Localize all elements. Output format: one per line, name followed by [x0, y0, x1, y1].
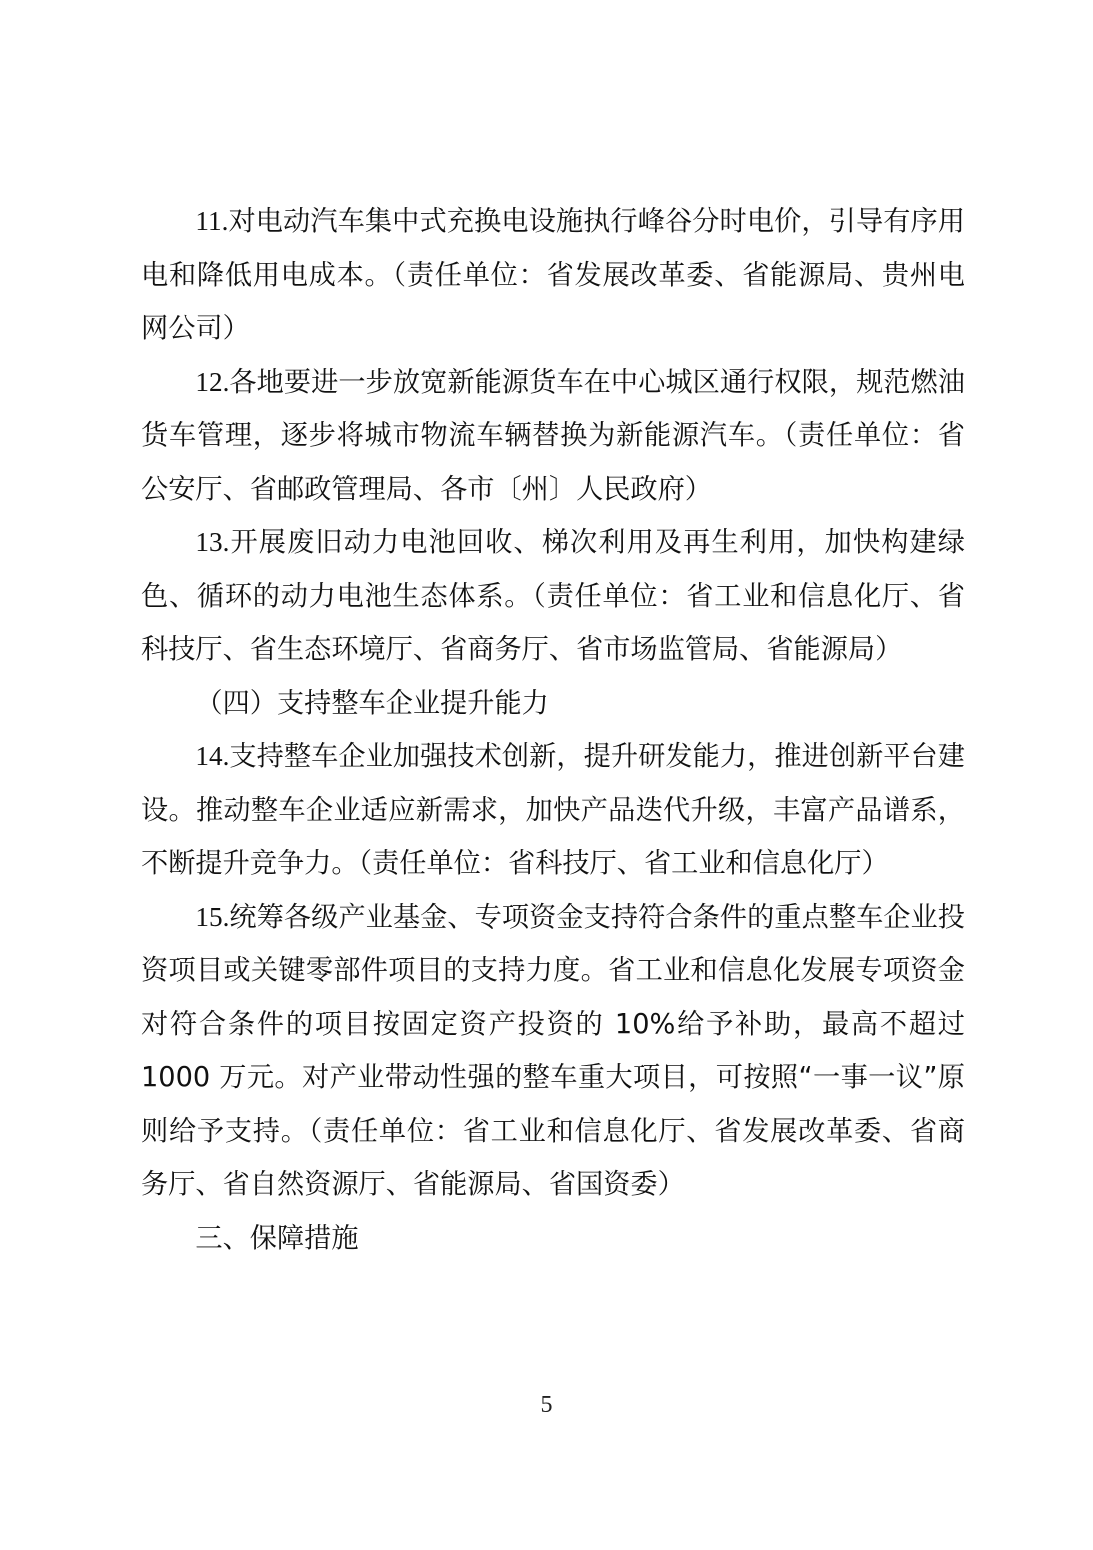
paragraph-14: [141, 730, 965, 891]
paragraph-15: [141, 891, 965, 1212]
paragraph-12: [141, 356, 965, 517]
paragraph-text: 各地要进一步放宽新能源货车在中心城区通行权限，规范燃油货车管理，逐步将城市物流车辆替换为新能源汽车。（责任单位：省公安厅、省邮政管理局、各市〔州〕人民政府）: [141, 366, 965, 505]
paragraph-text: 开展废旧动力电池回收、梯次利用及再生利用，加快构建绿色、循环的动力电池生态体系。（责任单位：省工业和信息化厅、省科技厅、省生态环境厅、省商务厅、省市场监管局、省能源局）: [141, 527, 965, 665]
paragraph-text: 统筹各级产业基金、专项资金支持符合条件的重点整车企业投资项目或关键零部件项目的支持力度。省工业和信息化发展专项资金对符合条件的项目按固定资产投资的 10%给予补助，最高不超过 1000 万元。对产业带动性强的整车重大项目，可按照“一事一议”原则给予支持。（责任单位：省工业和信息化厅、省发展改革委、省商务厅、省自然资源厅、省能源局、省国资委）: [141, 901, 965, 1200]
paragraph-text: 支持整车企业加强技术创新，提升研发能力，推进创新平台建设。推动整车企业适应新需求，加快产品迭代升级，丰富产品谱系，不断提升竞争力。（责任单位：省科技厅、省工业和信息化厅）: [141, 741, 965, 879]
paragraph-text: 对电动汽车集中式充换电设施执行峰谷分时电价，引导有序用电和降低用电成本。（责任单位：省发展改革委、省能源局、贵州电网公司）: [141, 206, 965, 344]
paragraph-11: [141, 195, 965, 356]
paragraph-number: 14.: [195, 741, 230, 771]
section-heading-text: （四）支持整车企业提升能力: [195, 687, 549, 719]
paragraph-number: 13.: [195, 527, 230, 557]
paragraph-number: 11.: [195, 206, 229, 236]
section-heading-guarantee: [141, 1212, 965, 1266]
document-body: [141, 195, 965, 1265]
paragraph-13: [141, 516, 965, 677]
page-number: 5: [540, 1392, 553, 1418]
section-heading-text: 三、保障措施: [195, 1222, 359, 1254]
paragraph-number: 12.: [195, 366, 230, 397]
paragraph-number: 15.: [195, 901, 230, 932]
section-heading: [141, 677, 965, 731]
